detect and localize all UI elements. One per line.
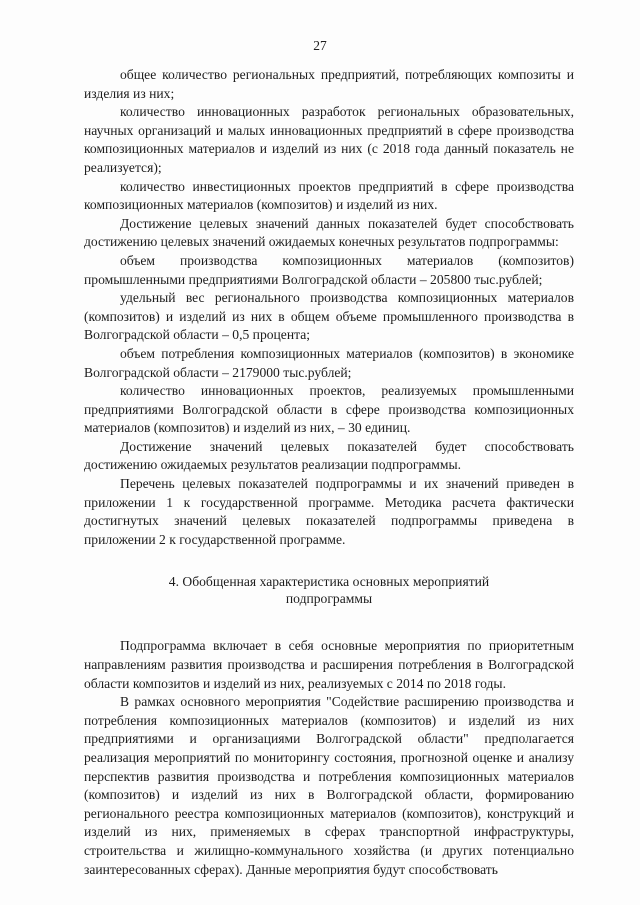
paragraph-production-share: удельный вес регионального производства композиционных материалов (композитов) и изделий из них в общем объеме промышленного производства в Волгоградской области – 0,5 процента; [84, 290, 574, 343]
paragraph-innovative-developments-count: количество инновационных разработок региональных образовательных, научных организаций и малых инновационных предприятий в сфере производства композиционных материалов и изделий из них (с 2018 года данный показатель не реализуется); [84, 104, 574, 175]
section-heading [84, 573, 574, 607]
paragraph-investment-projects-count: количество инвестиционных проектов предприятий в сфере производства композиционных материалов (композитов) и изделий из них. [84, 178, 574, 213]
paragraph-innovative-projects: количество инновационных проектов, реализуемых промышленными предприятиями Волгоградской области в сфере производства композиционных материалов (композитов) и изделий из них, – 30 единиц. [84, 383, 574, 436]
paragraph-subprogram-includes: Подпрограмма включает в себя основные мероприятия по приоритетным направлениям развития производства и расширения потребления в Волгоградской области композитов и изделий из них, реализуемых с 2014 по 2018 годы. [84, 638, 574, 691]
paragraph-production-volume: объем производства композиционных материалов (композитов) промышленными предприятиями Волгоградской области – 205800 тыс.рублей; [84, 252, 574, 287]
paragraph-main-activity: В рамках основного мероприятия "Содействие расширению производства и потребления композиционных материалов (композитов) и изделий из них предприятиями и организациями Волгоградской области" предполагается реализация мероприятий по мониторингу состояния, прогнозной оценке и анализу перспектив развития производства и потребления композиционных материалов (композитов) и изделий из них в Волгоградской области, формированию регионального реестра композиционных материалов (композитов), конструкций и изделий из них, применяемых в сферах транспортной инфраструктуры, строительства и жилищно-коммунального хозяйства (и других потенциально заинтересованных сферах). Данные мероприятия будут способствовать [84, 694, 574, 877]
paragraph-expected-results: Достижение значений целевых показателей будет способствовать достижению ожидаемых результатов реализации подпрограммы. [84, 438, 574, 473]
paragraph-consumption-volume: объем потребления композиционных материалов (композитов) в экономике Волгоградской области – 2179000 тыс.рублей; [84, 345, 574, 380]
paragraph-indicators-list: Перечень целевых показателей подпрограммы и их значений приведен в приложении 1 к государственной программе. Методика расчета фактически достигнутых значений целевых показателей подпрограммы приведена в приложении 2 к государственной программе. [84, 476, 574, 547]
section-heading-line-1: 4. Обобщенная характеристика основных мероприятий [168, 574, 490, 590]
paragraph-regional-enterprises-count: общее количество региональных предприятий, потребляющих композиты и изделия из них; [84, 67, 574, 101]
document-body [84, 66, 574, 879]
page-number: 27 [313, 38, 327, 53]
paragraph-target-values-intro: Достижение целевых значений данных показателей будет способствовать достижению целевых значений ожидаемых конечных результатов подпрограммы: [84, 215, 574, 250]
section-heading-line-2: подпрограммы [285, 591, 373, 607]
